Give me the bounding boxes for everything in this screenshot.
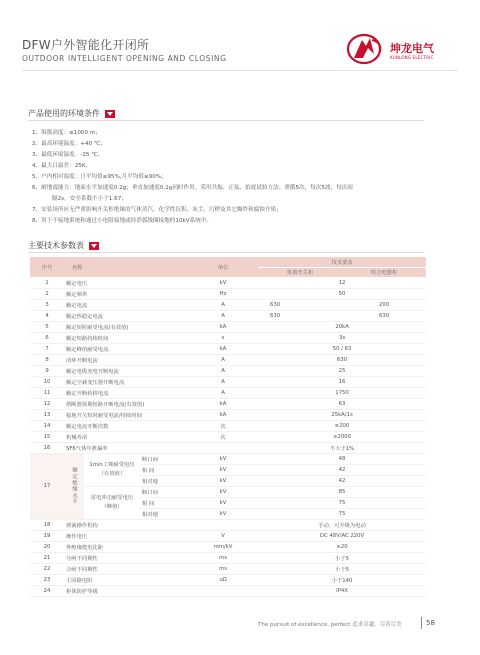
cell-unit: V [188,530,258,541]
cell-unit: Hz [188,288,258,299]
cell-value-load: 630 [258,299,342,310]
cell-position: 相 间 [140,497,188,508]
cell-unit: kA [188,321,258,332]
cell-unit: A [188,310,258,321]
col-header-seq: 序号 [30,257,64,277]
cell-value: 小于5 [258,552,426,563]
cell-value: ≥20 [258,541,426,552]
cell-unit: ms [188,552,258,563]
cell-value: ≥2000 [258,431,426,442]
col-header-load: 负荷开关柜 [258,267,342,277]
table-row [30,585,426,596]
section-divider [28,252,424,253]
cell-unit: A [188,365,258,376]
list-item: 2、最高环境温度：+40 ℃； [32,141,106,147]
cell-seq: 7 [30,343,64,354]
cell-value: 630 [258,354,426,365]
cell-value: 小于140 [258,574,426,585]
cell-value: IP4X [258,585,426,596]
cell-unit: 次 [188,420,258,431]
cell-value: 小于5 [258,563,426,574]
cell-unit: s [188,332,258,343]
cell-value: 42 [258,464,426,475]
table-row [30,552,426,563]
cell-value: 63 [258,398,426,409]
cell-seq: 23 [30,574,64,585]
section-title-environment [28,108,115,119]
cell-position: 相 间 [140,464,188,475]
table-row [30,321,426,332]
cell-seq: 24 [30,585,64,596]
cell-unit: uΩ [188,574,258,585]
cell-seq: 3 [30,299,64,310]
cell-unit [188,519,258,530]
cell-name: 额定电流开断次数 [64,420,188,431]
cell-value: 42 [258,475,426,486]
environment-conditions-list [32,128,432,227]
cell-value: 20kA [258,321,426,332]
page-number: 58 [426,619,435,627]
cell-name: 额定电流 [64,299,188,310]
page-subtitle: OUTDOOR INTELLIGENT OPENING AND CLOSING [22,54,227,63]
list-item: 1、海拔高度：≤1000 m； [32,130,101,136]
cell-seq: 8 [30,354,64,365]
col-header-combo: 组合电器柜 [342,267,426,277]
cell-unit: kV [188,464,258,475]
cell-seq: 15 [30,431,64,442]
cell-unit: kA [188,343,258,354]
cell-name: 额定空载变压器开断电流 [64,376,188,387]
cell-seq: 4 [30,310,64,321]
table-row [30,574,426,585]
footer-slogan: The pursuit of excellence, perfect 追求卓越、尽善尽美 [258,622,402,628]
cell-value: 不大于1% [258,442,426,453]
cell-name: 额定电缆充电开断电流 [64,365,188,376]
cell-value-combo: 200 [342,299,426,310]
cell-seq: 19 [30,530,64,541]
table-row [30,332,426,343]
table-row [30,420,426,431]
cell-position: 相对地 [140,475,188,486]
cell-unit: kV [188,453,258,464]
dropdown-tag-icon [89,242,99,250]
cell-unit: kV [188,508,258,519]
table-row [30,563,426,574]
cell-unit: kV [188,277,258,288]
cell-unit: A [188,387,258,398]
cell-name: 额定开断转移电流 [64,387,188,398]
table-row [30,519,426,530]
cell-name: 熔断器预期短路开断电流(有效值) [64,398,188,409]
cell-seq: 9 [30,365,64,376]
list-item: 6、耐地震能力：地面水平加速度0.2g；垂直加速度0.1g同时作用。采用共振、正弦、拍波试验方法；重循5次，每次5波，每次间 [32,185,353,191]
cell-value-load: 630 [258,310,342,321]
header-divider [22,70,458,71]
cell-value: 手动、可升级为电动 [258,519,426,530]
cell-position: 断口间 [140,453,188,464]
table-row [30,365,426,376]
dropdown-tag-icon [105,110,115,118]
table-row [30,530,426,541]
cell-seq: 5 [30,321,64,332]
cell-value: 75 [258,497,426,508]
cell-value: 1750 [258,387,426,398]
table-row [30,486,426,497]
logo-text-cn: 坤龙电气 [390,42,434,55]
cell-value: 3s [258,332,426,343]
section-title-text: 主要技术参数表 [28,241,84,250]
cell-seq: 14 [30,420,64,431]
cell-unit: ms [188,563,258,574]
section-title-parameters [28,240,99,251]
cell-name: 额定峰值耐受电流 [64,343,188,354]
cell-value: DC 48V/AC 220V [258,530,426,541]
list-item: 4、最大日温差：25K； [32,163,92,169]
cell-seq: 2 [30,288,64,299]
list-item: 7、安装场所应无严重影响开关柜绝缘的气体蒸汽、化学性沉积、灰尘、污秽及其它爆炸和腐蚀介质； [32,207,282,213]
cell-name: 接地开关短时耐受电流/持续时间 [64,409,188,420]
list-item-continued: 隔2s，安全系数不小于1.67； [52,196,127,202]
cell-subgroup: 1min工频耐受电压（有效值） [84,453,140,486]
table-row [30,288,426,299]
cell-seq: 1 [30,277,64,288]
table-row [30,376,426,387]
cell-name: 外绝缘爬电比距 [64,541,188,552]
col-header-name: 名称 [64,257,188,277]
cell-unit [188,442,258,453]
table-row [30,442,426,453]
cell-seq: 21 [30,552,64,563]
logo-text-en: KUNLONG ELECTRIC [390,55,434,60]
table-row [30,541,426,552]
cell-name: 额定频率 [64,288,188,299]
cell-seq: 10 [30,376,64,387]
cell-unit: kA [188,409,258,420]
cell-value: 85 [258,486,426,497]
brand-logo [346,32,456,66]
tech-params-table [30,257,426,597]
section-title-text: 产品使用的环境条件 [28,109,100,118]
cell-seq: 18 [30,519,64,530]
cell-unit [188,585,258,596]
logo-mark-icon [346,32,386,66]
cell-value: 12 [258,277,426,288]
cell-unit: 次 [188,431,258,442]
cell-unit: mm/kV [188,541,258,552]
cell-position: 断口间 [140,486,188,497]
cell-value: 25kA/1s [258,409,426,420]
cell-seq: 6 [30,332,64,343]
cell-name: 柜体防护等级 [64,585,188,596]
cell-unit: A [188,299,258,310]
cell-value-combo: 630 [342,310,426,321]
cell-value: 75 [258,508,426,519]
cell-seq: 11 [30,387,64,398]
cell-value: 50 [258,288,426,299]
cell-name: 分闸不同期性 [64,552,188,563]
page-header [0,0,480,80]
table-row [30,277,426,288]
cell-seq: 20 [30,541,64,552]
cell-unit: A [188,376,258,387]
page-title: DFW户外智能化开闭所 [22,38,150,52]
cell-seq: 17 [30,453,64,519]
cell-position: 相对地 [140,508,188,519]
list-item: 8、用于不接地系统和通过小电阻接地或经消弧线圈接地的10kV系统中。 [32,218,212,224]
cell-name: 操作电压 [64,530,188,541]
cell-name: 额定短时耐受电流(有效值) [64,321,188,332]
cell-group: 额定绝缘水平 [64,453,84,519]
cell-value: 50 / 63 [258,343,426,354]
col-header-unit: 单位 [188,257,258,277]
cell-unit: kV [188,497,258,508]
table-row [30,354,426,365]
cell-name: 额定电压 [64,277,188,288]
cell-name: 闭环开断电流 [64,354,188,365]
cell-value: 25 [258,365,426,376]
table-row [30,387,426,398]
table-row [30,398,426,409]
cell-seq: 16 [30,442,64,453]
cell-seq: 12 [30,398,64,409]
cell-seq: 22 [30,563,64,574]
table-row [30,431,426,442]
table-row [30,409,426,420]
cell-value: 48 [258,453,426,464]
cell-unit: A [188,354,258,365]
table-row [30,453,426,464]
cell-name: 机械寿命 [64,431,188,442]
section-divider [28,120,424,121]
footer-divider [421,617,422,629]
cell-name: 额定热稳定电流 [64,310,188,321]
list-item: 5、户内相对湿度：日平均值≤95%,月平均值≤90%； [32,174,167,180]
cell-name: 合闸不同期性 [64,563,188,574]
cell-name: 弹簧操作机构 [64,519,188,530]
col-header-tech: 技术要求 [258,257,426,267]
cell-name: 额定短路持续时间 [64,332,188,343]
cell-name: SF6气体年泄漏率 [64,442,188,453]
cell-value: 16 [258,376,426,387]
cell-unit: kA [188,398,258,409]
table-row [30,310,426,321]
cell-unit: kV [188,475,258,486]
table-row [30,343,426,354]
cell-value: ≥200 [258,420,426,431]
table-row [30,299,426,310]
cell-subgroup: 雷电冲击耐受电压（峰值） [84,486,140,519]
cell-name: 主回路电阻 [64,574,188,585]
list-item: 3、最低环境温度：-25 ℃； [32,152,104,158]
cell-seq: 13 [30,409,64,420]
cell-unit: kV [188,486,258,497]
